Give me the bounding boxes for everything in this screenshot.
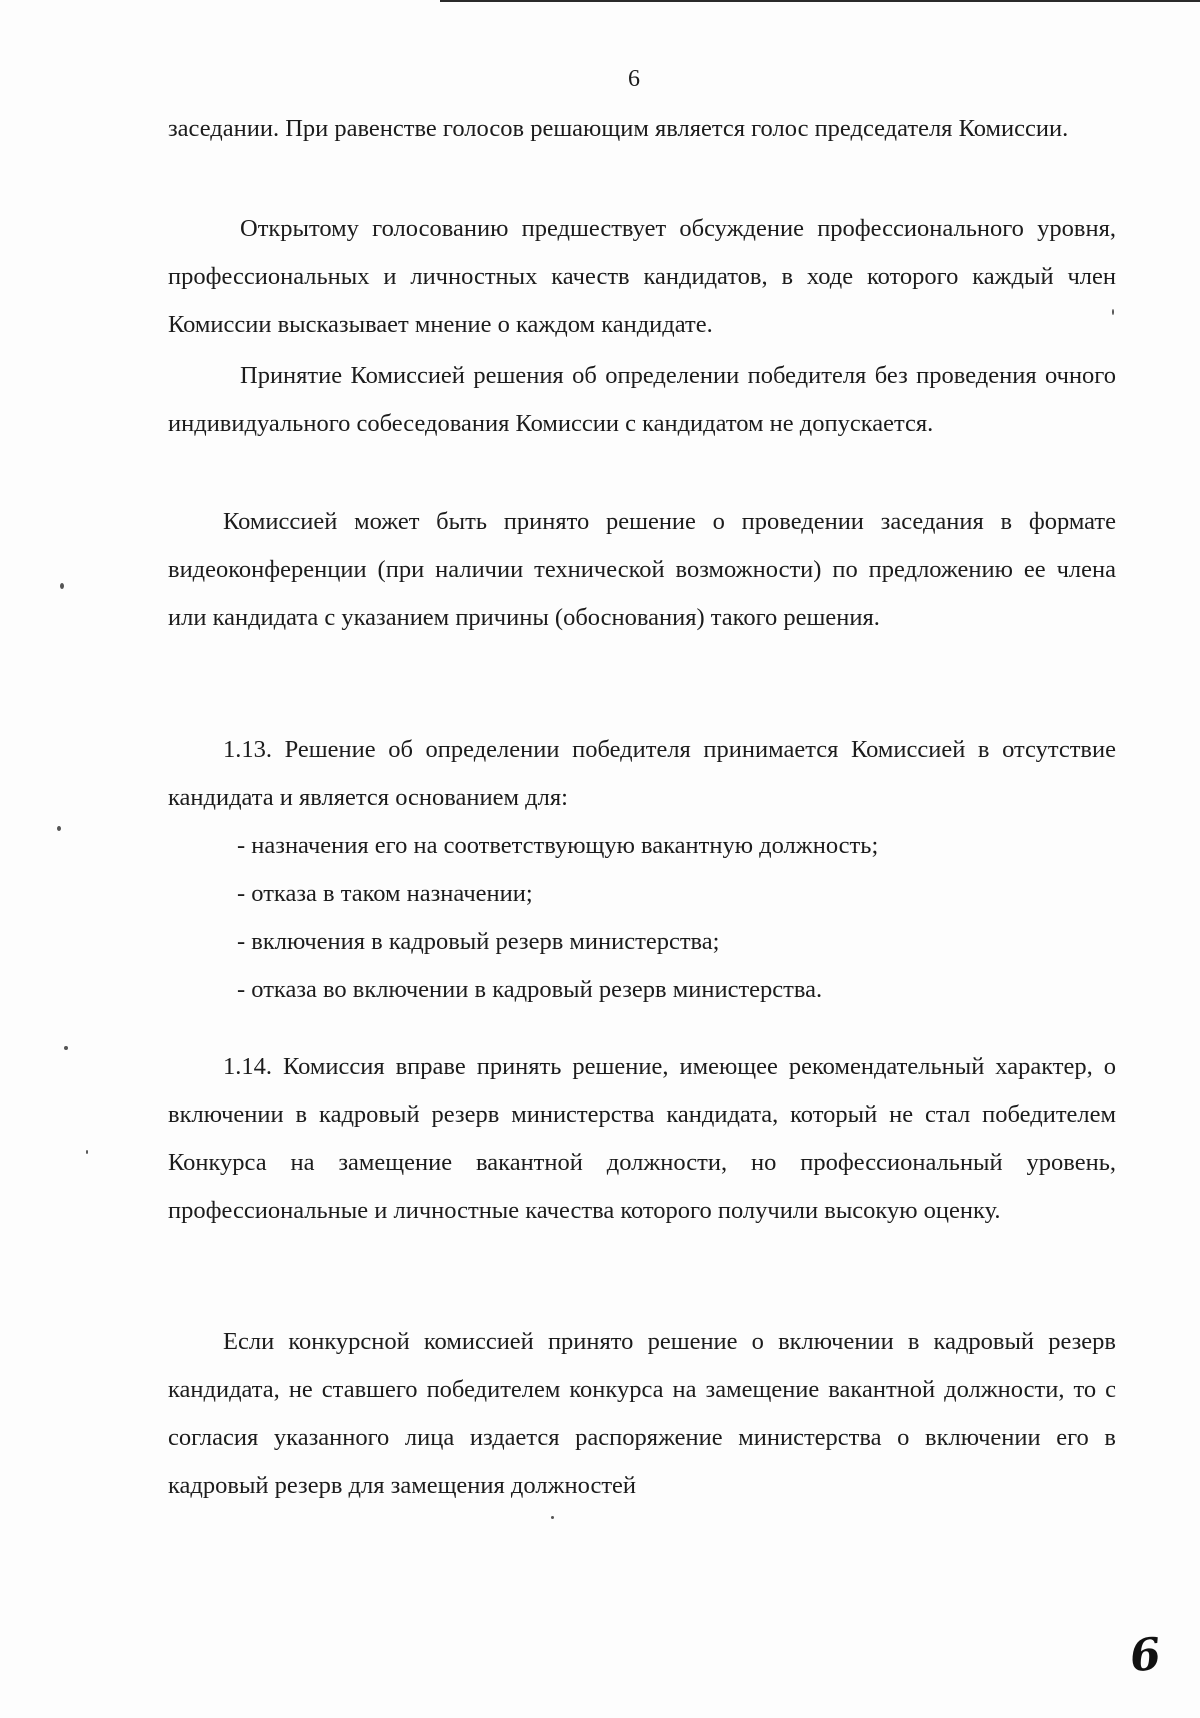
- scan-speck: [60, 583, 64, 589]
- handwritten-page-number: 6: [1127, 1628, 1164, 1683]
- paragraph-text: 1.14. Комиссия вправе принять решение, имеющее рекомендательный характер, о включении в кадровый резерв министерства кандидата, который не стал победителем Конкурса на замещение вакантной должности, но профессиональный уровень, профессиональные и личностные качества которого получили высокую оценку.: [168, 1053, 1116, 1224]
- scan-speck: [551, 1516, 554, 1519]
- top-scan-rule: [440, 0, 1200, 2]
- paragraph-text: Открытому голосованию предшествует обсуждение профессионального уровня, профессиональных и личностных качеств кандидатов, в ходе которого каждый член Комиссии высказывает мнение о каждом кандидате.: [168, 215, 1116, 338]
- paragraph-5: [168, 726, 1116, 822]
- page-number: 6: [628, 66, 640, 92]
- list-item: - включения в кадровый резерв министерства;: [237, 928, 720, 955]
- paragraph-text: Если конкурсной комиссией принято решение о включении в кадровый резерв кандидата, не ставшего победителем конкурса на замещение вакантной должности, то с согласия указанного лица издается распоряжение министерства о включении его в кадровый резерв для замещения должностей: [168, 1328, 1116, 1499]
- scan-speck: [86, 1150, 88, 1154]
- paragraph-1: [168, 105, 1116, 153]
- paragraph-text: 1.13. Решение об определении победителя принимается Комиссией в отсутствие кандидата и является основанием для:: [168, 736, 1116, 811]
- list-item: - отказа в таком назначении;: [237, 880, 533, 907]
- paragraph-text: заседании. При равенстве голосов решающим является голос председателя Комиссии.: [168, 115, 1069, 142]
- paragraph-6: [168, 1043, 1116, 1235]
- paragraph-4: [168, 498, 1116, 642]
- scan-speck: [57, 826, 61, 831]
- paragraph-text: Комиссией может быть принято решение о проведении заседания в формате видеоконференции (при наличии технической возможности) по предложению ее члена или кандидата с указанием причины (обоснования) такого решения.: [168, 508, 1116, 631]
- paragraph-text: Принятие Комиссией решения об определении победителя без проведения очного индивидуального собеседования Комиссии с кандидатом не допускается.: [168, 362, 1116, 437]
- paragraph-3: [168, 352, 1116, 448]
- list-item: - отказа во включении в кадровый резерв министерства.: [237, 976, 823, 1003]
- scan-speck: [1112, 309, 1114, 315]
- scan-speck: [64, 1046, 68, 1050]
- list-item: - назначения его на соответствующую вакантную должность;: [237, 832, 879, 859]
- paragraph-2: [168, 205, 1116, 349]
- paragraph-7: [168, 1318, 1116, 1510]
